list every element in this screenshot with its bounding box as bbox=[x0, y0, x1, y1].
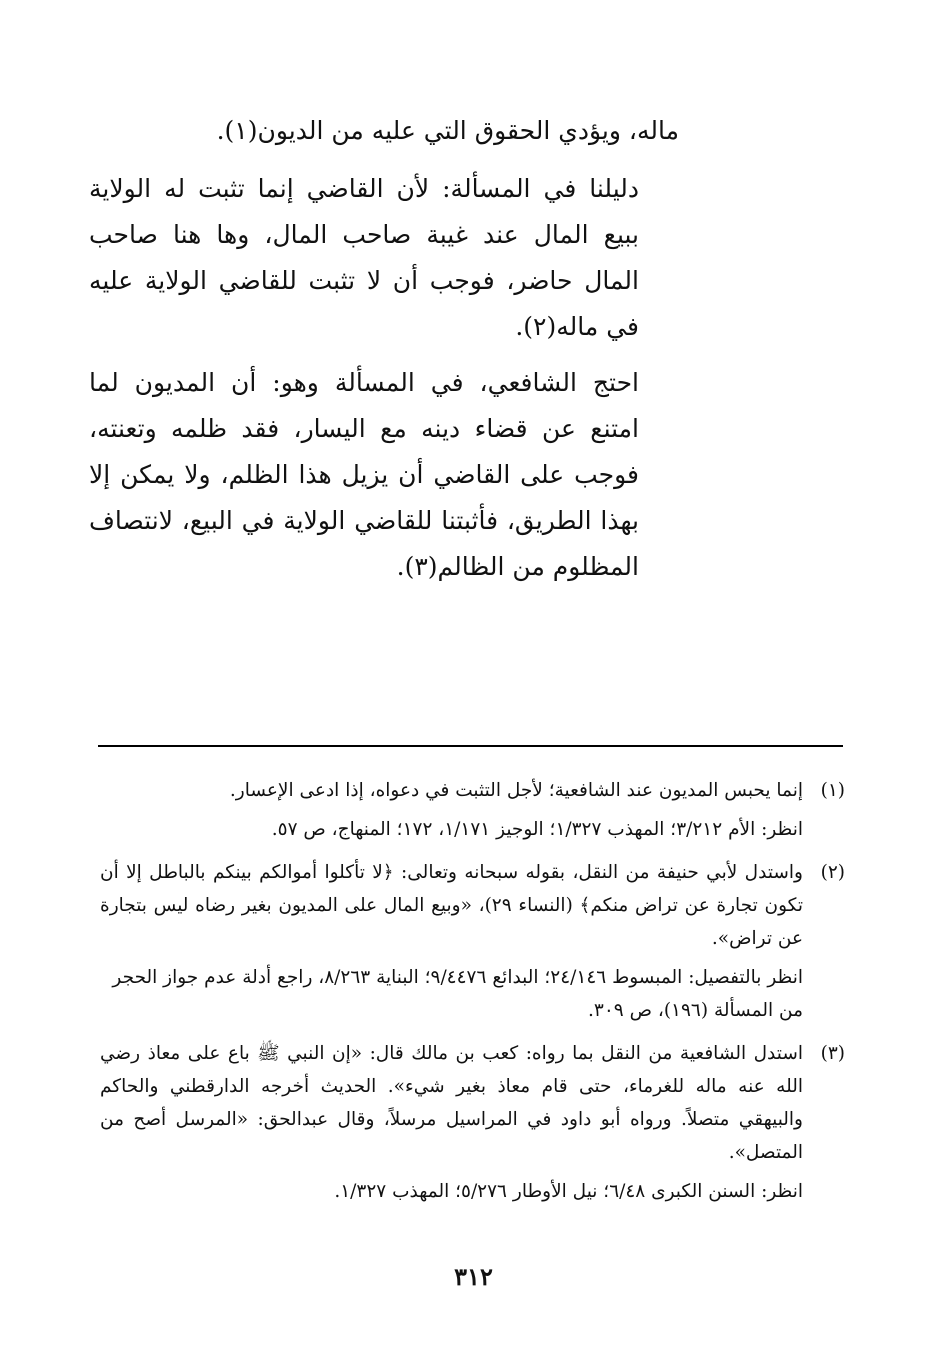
footnote-number: (٢) bbox=[820, 862, 845, 883]
footnote-reference: انظر بالتفصيل: المبسوط ٢٤/١٤٦؛ البدائع ٩/٤٤٧٦؛ البناية ٨/٢٦٣، راجع أدلة عدم جواز الحجر من المسألة (١٩٦)، ص ٣٠٩. bbox=[112, 967, 803, 1021]
footnote bbox=[100, 774, 845, 846]
footnote bbox=[100, 1037, 845, 1208]
footnotes bbox=[100, 774, 845, 1218]
paragraph: ماله، ويؤدي الحقوق التي عليه من الديون(١). bbox=[216, 116, 679, 145]
paragraph: دليلنا في المسألة: لأن القاضي إنما تثبت له الولاية ببيع المال عند غيبة صاحب المال، وها هنا صاحب المال حاضر، فوجب أن لا تثبت للقاضي الولاية عليه في ماله(٢). bbox=[89, 174, 639, 341]
footnote-reference: انظر: السنن الكبرى ٦/٤٨؛ نيل الأوطار ٥/٢٧٦؛ المهذب ١/٣٢٧. bbox=[334, 1181, 803, 1202]
footnote-text: واستدل لأبي حنيفة من النقل، بقوله سبحانه وتعالى: ﴿لا تأكلوا أموالكم بينكم بالباطل إلا أن تكون تجارة عن تراض منكم﴾ (النساء ٢٩)، «وبيع المال على المديون بغير رضاه ليس بتجارة عن تراض». bbox=[100, 862, 803, 949]
paragraph: احتج الشافعي، في المسألة وهو: أن المديون لما امتنع عن قضاء دينه مع اليسار، فقد ظلمه وتعنته، فوجب على القاضي أن يزيل هذا الظلم، ولا يمكن إلا بهذا الطريق، فأثبتنا للقاضي الولاية في البيع، لانتصاف المظلوم من الظالم(٣). bbox=[89, 368, 639, 581]
footnote-reference: انظر: الأم ٣/٢١٢؛ المهذب ١/٣٢٧؛ الوجيز ١/١٧١، ١٧٢؛ المنهاج، ص ٥٧. bbox=[271, 819, 803, 840]
footnote bbox=[100, 856, 845, 1027]
main-text bbox=[89, 108, 679, 600]
footnote-separator bbox=[98, 745, 843, 747]
footnote-text: استدل الشافعية من النقل بما رواه: كعب بن مالك قال: «إن النبي ﷺ باع على معاذ رضي الله عنه ماله للغرماء، حتى قام معاذ بغير شيء». الحديث أخرجه الدارقطني والحاكم والبيهقي متصلاً. ورواه أبو داود في المراسيل مرسلاً، وقال عبدالحق: «المرسل أصح من المتصل». bbox=[100, 1043, 803, 1163]
footnote-text: إنما يحبس المديون عند الشافعية؛ لأجل التثبت في دعواه، إذا ادعى الإعسار. bbox=[229, 780, 803, 801]
footnote-number: (٣) bbox=[820, 1043, 845, 1064]
page-number: ٣١٢ bbox=[454, 1262, 493, 1291]
footnote-number: (١) bbox=[820, 780, 845, 801]
